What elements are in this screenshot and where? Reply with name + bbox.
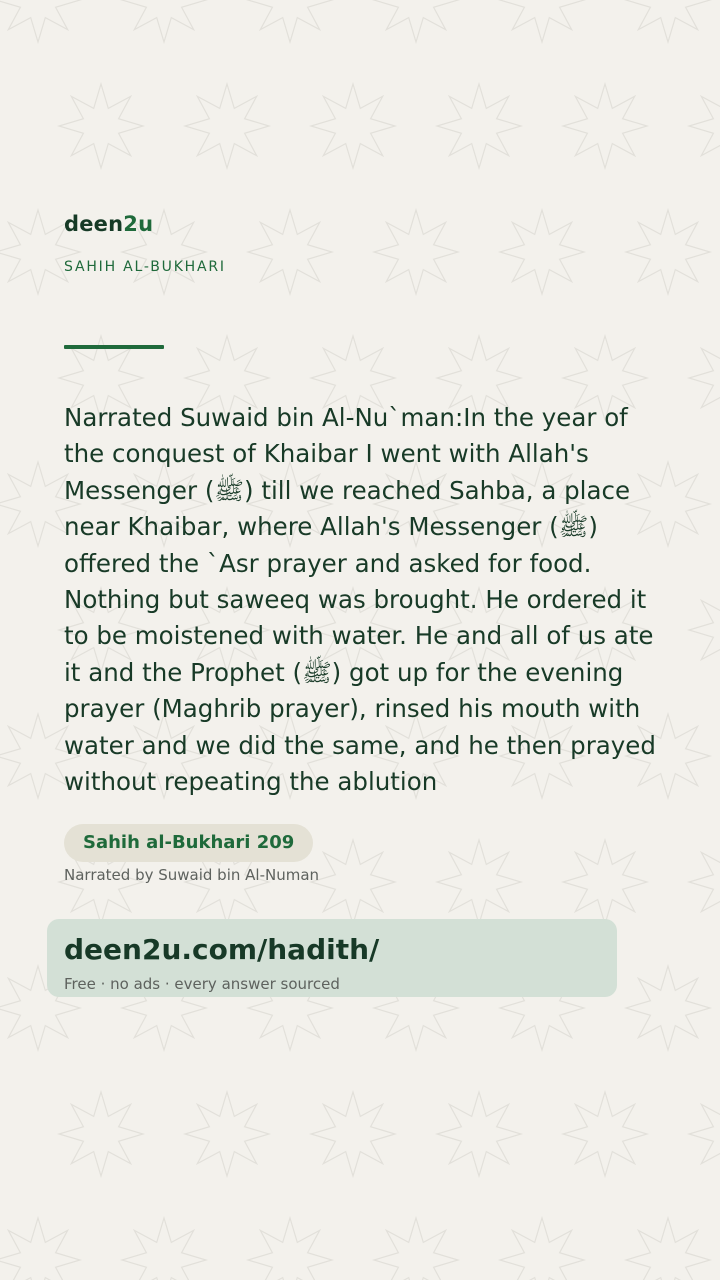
cta-banner[interactable] xyxy=(47,919,617,997)
cta-url-link[interactable]: deen2u.com/hadith/ xyxy=(64,933,380,966)
reference-badge: Sahih al-Bukhari 209 xyxy=(64,824,313,862)
brand-name-suffix: 2u xyxy=(123,212,154,236)
narrator-line: Narrated by Suwaid bin Al-Numan xyxy=(64,866,320,884)
collection-label: SAHIH AL-BUKHARI xyxy=(64,259,226,275)
hadith-text: Narrated Suwaid bin Al-Nu`man:In the year of the conquest of Khaibar I went with Allah's Messenger (ﷺ) till we reached Sahba, a place near Khaibar, where Allah's Messenger (ﷺ) offered the `Asr prayer and asked for food. Nothing but saweeq was brought. He ordered it to be moistened with water. He and all of us ate it and the Prophet (ﷺ) got up for the evening prayer (Maghrib prayer), rinsed his mouth with water and we did the same, and he then prayed without repeating the ablution xyxy=(64,403,656,797)
divider-rule xyxy=(64,345,164,349)
brand-name-prefix: deen xyxy=(64,212,124,236)
brand-logo xyxy=(64,212,153,236)
cta-tagline: Free · no ads · every answer sourced xyxy=(64,975,340,993)
